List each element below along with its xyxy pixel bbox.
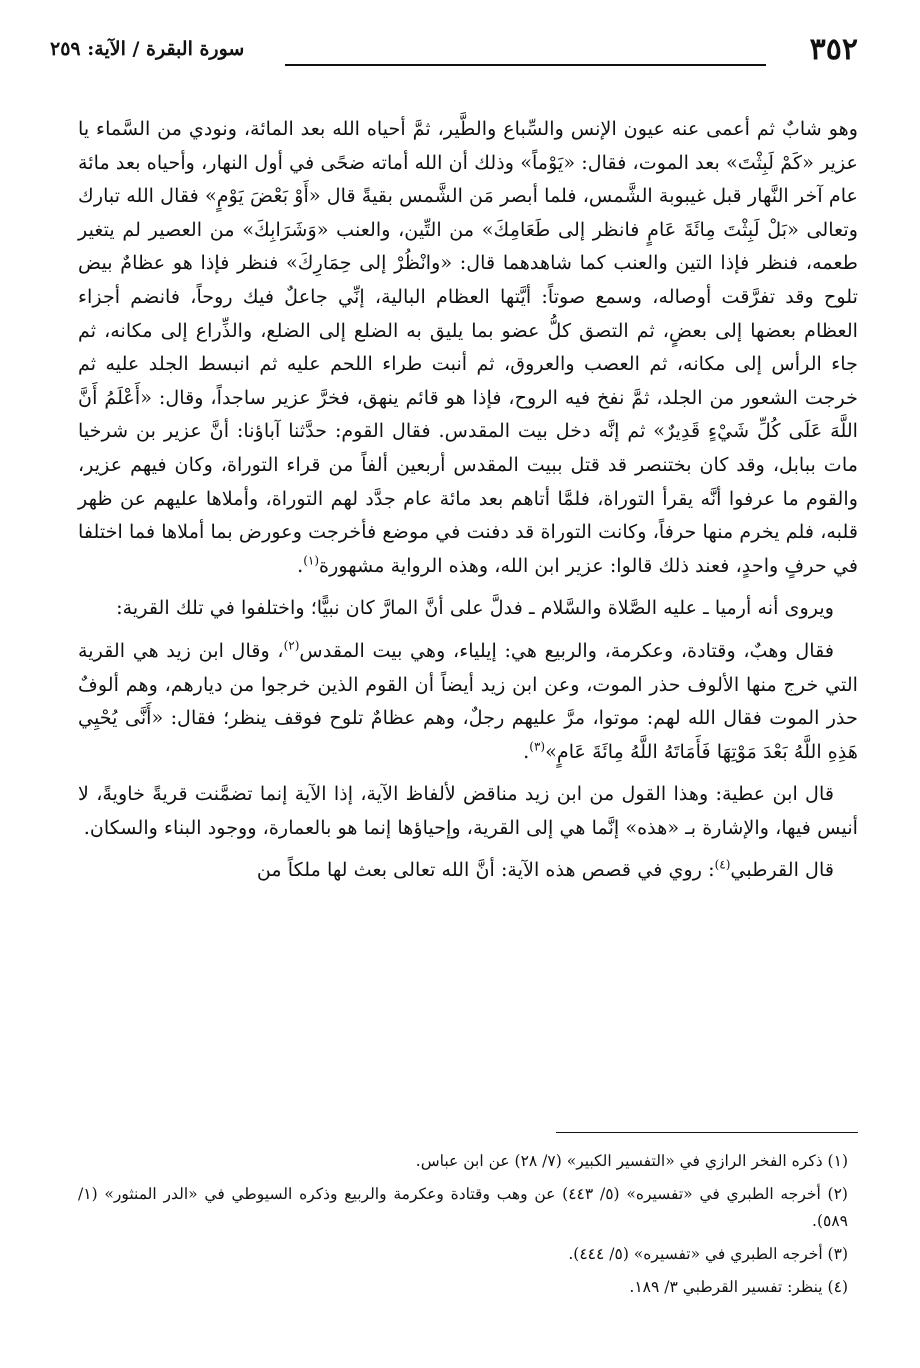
footnote-ref-1: (١) bbox=[303, 553, 320, 568]
paragraph-5-text-a: قال القرطبي bbox=[730, 858, 834, 882]
footnote-3: (٣) أخرجه الطبري في «تفسيره» (٥/ ٤٤٤). bbox=[568, 1245, 848, 1263]
main-text bbox=[78, 112, 858, 896]
footnote-1: (١) ذكره الفخر الرازي في «التفسير الكبير» (٧/ ٢٨) عن ابن عباس. bbox=[415, 1152, 848, 1170]
paragraph-1 bbox=[78, 112, 858, 582]
footnote-ref-2: (٢) bbox=[283, 638, 300, 653]
footnote-separator bbox=[556, 1132, 858, 1133]
paragraph-5-text-b: : روي في قصص هذه الآية: أنَّ الله تعالى بعث لها ملكاً من bbox=[256, 858, 715, 882]
paragraph-4: قال ابن عطية: وهذا القول من ابن زيد مناقض لألفاظ الآية، إذا الآية إنما تضمَّنت قريةً خاويةً، لا أنيس فيها، والإشارة بـ «هذه» إنَّما هي إلى القرية، وإحياؤها إنما هو بالعمارة، ووجود البناء والسكان. bbox=[78, 782, 858, 839]
footnote-4: (٤) ينظر: تفسير القرطبي ٣/ ١٨٩. bbox=[629, 1278, 848, 1296]
paragraph-1-end: . bbox=[297, 553, 304, 577]
footnote-2: (٢) أخرجه الطبري في «تفسيره» (٥/ ٤٤٣) عن وهب وقتادة وعكرمة والربيع وذكره السيوطي في «الدر المنثور» (١/ ٥٨٩). bbox=[78, 1185, 848, 1230]
paragraph-3-end: . bbox=[523, 739, 530, 763]
paragraph-3-text-a: فقال وهبٌ، وقتادة، وعكرمة، والربيع هي: إيلياء، وهي بيت المقدس bbox=[299, 638, 834, 662]
paragraph-3 bbox=[78, 634, 858, 768]
paragraph-5 bbox=[78, 853, 858, 887]
footnote-ref-4: (٤) bbox=[714, 858, 731, 873]
page-number: ٣٥٢ bbox=[809, 32, 858, 67]
page-header bbox=[50, 32, 858, 76]
running-title: سورة البقرة / الآية: ٢٥٩ bbox=[50, 38, 245, 60]
footnote-ref-3: (٣) bbox=[529, 739, 546, 754]
footnotes bbox=[78, 1148, 848, 1307]
header-rule bbox=[285, 64, 766, 66]
paragraph-2: ويروى أنه أرميا ـ عليه الصَّلاة والسَّلام ـ فدلَّ على أنَّ المارَّ كان نبيًّا؛ واختلفوا في تلك القرية: bbox=[116, 596, 834, 620]
paragraph-1-text: وهو شابٌ ثم أعمى عنه عيون الإنس والسِّباع والطَّير، ثمَّ أحياه الله بعد المائة، ونودي من السَّماء يا عزير «كَمْ لَبِثْتَ» بعد الموت، فقال: «يَوْماً» وذلك أن الله أماته ضحًى في أول النهار، وأحياه بعد مائة عام آخر النَّهار قبل غيبوبة الشَّمس، فلما أبصر مَن الشَّمس بقيةً قال «أَوْ بَعْضَ يَوْمٍ» فقال الله تبارك وتعالى «بَلْ لَبِثْتَ مِائَةَ عَامٍ فانظر إلى طَعَامِكَ» من التِّين، والعنب «وَشَرَابِكَ» من العصير لم يتغير طعمه، فنظر فإذا التين والعنب كما شاهدهما قال: «وانْظُرْ إلى حِمَارِكَ» فنظر فإذا هو عظامٌ بيض تلوح وقد تفرَّقت أوصاله، وسمع صوتاً: أيَّتها العظام البالية، إنِّي جاعلٌ فيك روحاً، فانضم أجزاء العظام بعضها إلى بعضٍ، ثم التصق كلُّ عضو بما يليق به الضلع إلى الضلع، والذِّراع إلى مكانه، ثم جاء الرأس إلى مكانه، ثم العصب والعروق، ثم أنبت طراء اللحم عليه ثم انبسط الجلد عليه ثم خرجت الشعور من الجلد، ثمَّ نفخ فيه الروح، فإذا هو قائم ينهق، فخرَّ عزير ساجداً، وقال: «أَعْلَمُ أَنَّ اللَّهَ عَلَى كُلِّ شَيْءٍ قَدِيرٌ» ثم إنَّه دخل بيت المقدس. فقال القوم: حدَّثنا آباؤنا: أنَّ عزير بن شرخيا مات ببابل، وقد كان بختنصر قد قتل ببيت المقدس أربعين ألفاً من قراء التوراة، وكان فيهم عزير، والقوم ما عرفوا أنَّه يقرأ التوراة، فلمَّا أتاهم بعد مائة عام جدَّد لهم التوراة، وأملاها عليهم عن ظهر قلبه، فلم يخرم منها حرفاً، وكانت التوراة قد دفنت في موضع فأخرجت وعورض بما أملاها فما اختلفا في حرفٍ واحدٍ، فعند ذلك قالوا: عزير ابن الله، وهذه الرواية مشهورة bbox=[78, 117, 858, 577]
paragraph-3-text-b: ، وقال ابن زيد هي القرية التي خرج منها الألوف حذر الموت، وعن ابن زيد أيضاً أن القوم الذين خرجوا من ديارهم، وهم ألوفٌ حذر الموت فقال الله لهم: موتوا، مرَّ عليهم رجلٌ، وهم عظامٌ تلوح فوقف ينظر؛ فقال: «أَنَّى يُحْيِي هَذِهِ اللَّهُ بَعْدَ مَوْتِهَا فَأَمَاتَهُ اللَّهُ مِائَةَ عَامٍ» bbox=[78, 638, 858, 763]
